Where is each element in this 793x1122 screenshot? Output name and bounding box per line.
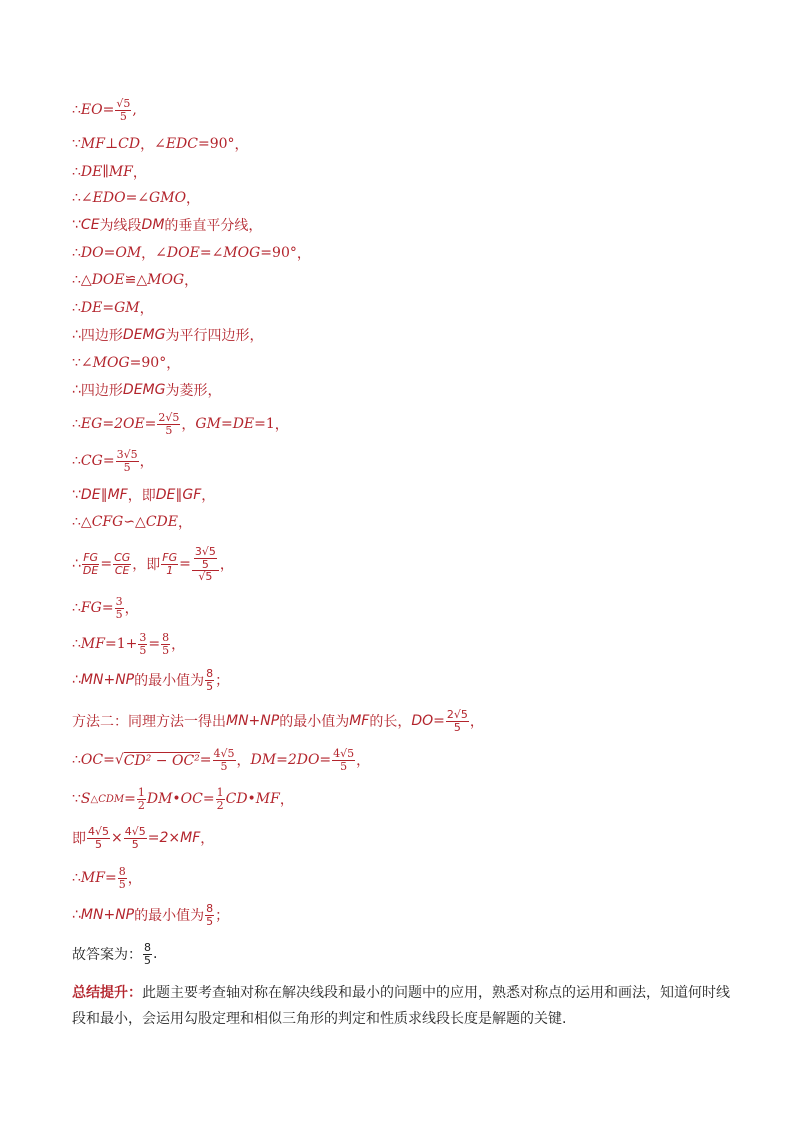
var-2oe: 2OE (114, 416, 145, 433)
comma: ， (139, 301, 154, 317)
comma: ， (207, 383, 222, 399)
var-dm: DM (250, 752, 277, 769)
sqrt-five: √ 5 (454, 708, 468, 721)
angle-symbol: ∠ (137, 190, 150, 206)
therefore-symbol: ∴ (72, 382, 81, 398)
comma: ， (132, 557, 147, 574)
therefore-symbol: ∴ (72, 453, 81, 470)
therefore-symbol: ∴ (72, 752, 81, 769)
line-fg (72, 596, 139, 620)
sqrt-five: √ 5 (340, 747, 354, 760)
equals: = (276, 752, 288, 769)
angle-symbol: ∠ (154, 136, 166, 152)
equals: = (102, 300, 115, 316)
therefore-symbol: ∴ (72, 190, 81, 206)
text: 的最小值为 (134, 673, 205, 690)
text: 为平行四边形 (165, 328, 250, 344)
equals: = (148, 636, 161, 653)
therefore-symbol: ∴ (72, 636, 81, 653)
var-oc: OC (80, 752, 104, 769)
congruent-symbol: ≌ (124, 272, 137, 288)
fraction (115, 596, 124, 620)
fraction (143, 942, 152, 966)
therefore-symbol: ∴ (72, 556, 81, 573)
var-de: DE (232, 416, 255, 433)
equals: = (254, 416, 266, 433)
line-cg (72, 449, 154, 473)
comma: ， (249, 328, 264, 344)
comma: ， (200, 831, 215, 848)
expr: DM•OC (146, 791, 203, 808)
comma: ， (234, 137, 249, 153)
because-symbol: ∵ (72, 791, 81, 808)
fraction (446, 709, 469, 733)
line-de-par-mf (72, 162, 147, 182)
denominator: 5 (206, 914, 214, 928)
fraction (113, 552, 131, 576)
comma: ， (219, 557, 234, 574)
sqrt-five: √ 5 (124, 448, 138, 461)
summary-lead: 总结提升： (72, 985, 142, 1001)
comma: ， (171, 637, 186, 654)
text: 方法二：同理方法一得出 (72, 714, 226, 731)
equals: = (260, 245, 273, 261)
summary-body: 此题主要考查轴对称在解决线段和最小的问题中的应用，熟悉对称点的运用和画法，知道何时线段和最小，会运用勾股定理和相似三角形的判定和性质求线段长度是解题的关键. (72, 985, 730, 1027)
numerator: CG (114, 551, 131, 565)
var-mf: MF (80, 636, 105, 653)
fraction (118, 866, 127, 890)
text: 1+ (116, 636, 138, 653)
var-mog: MOG (223, 245, 261, 261)
var-gm: GM (195, 416, 221, 433)
triangle-symbol: △ (136, 272, 148, 288)
expr: CD•MF (225, 791, 280, 808)
text: 的最小值为 (134, 908, 205, 925)
therefore-symbol: ∴ (72, 245, 81, 261)
var-mf: MF (80, 136, 105, 152)
equals: = (103, 752, 115, 769)
denominator: 5 (165, 423, 173, 437)
comma: ， (356, 753, 371, 770)
line-parallelogram (72, 325, 263, 345)
denominator: 5 (220, 759, 228, 773)
angle-symbol: ∠ (211, 245, 224, 261)
var-mf: MF (80, 870, 105, 887)
var-do: DO (80, 245, 104, 261)
denominator: 5 (206, 679, 214, 693)
fraction (161, 552, 178, 576)
equals: = (179, 556, 191, 573)
because-symbol: ∵ (72, 487, 81, 503)
semicolon: ； (215, 673, 230, 690)
coef: 4 (88, 825, 95, 838)
var-doe: DOE (166, 245, 200, 261)
numerator: 8 (162, 631, 170, 644)
angle-symbol: ∠ (80, 190, 93, 206)
denominator: 5 (115, 607, 123, 621)
ninety-degrees: 90° (272, 245, 297, 261)
var-gf: GF (182, 487, 202, 503)
line-congruent (72, 270, 198, 290)
subscript: △CDM (90, 793, 125, 805)
equals: = (147, 830, 160, 847)
var-dm: DM (141, 217, 165, 233)
denominator: 5 (118, 877, 126, 891)
coef: 4 (213, 747, 221, 760)
numerator: 8 (206, 902, 214, 915)
comma: ， (124, 601, 139, 618)
var-cfg: CFG (91, 514, 124, 530)
denominator: 5 (453, 720, 461, 734)
therefore-symbol: ∴ (72, 164, 81, 180)
comma: ， (248, 218, 263, 234)
comma: ， (296, 246, 311, 262)
denominator: 5 (201, 557, 209, 571)
var-edo: EDO (92, 190, 126, 206)
equals: = (102, 416, 115, 433)
sqrt-five: √ 5 (202, 545, 216, 558)
equals: = (101, 600, 114, 617)
var-mn-np: MN+NP (80, 672, 135, 689)
triangle-symbol: △ (80, 272, 92, 288)
text: 故答案为： (72, 947, 142, 964)
line-angle-edo (72, 188, 200, 208)
fraction (161, 632, 170, 656)
comma: ， (201, 488, 216, 504)
sqrt-five: √ 5 (95, 825, 109, 838)
expr: 2×MF (159, 830, 201, 847)
therefore-symbol: ∴ (72, 416, 81, 433)
line-mog-90 (72, 353, 180, 373)
numerator: 3 (115, 595, 123, 608)
equals: = (433, 713, 445, 730)
therefore-symbol: ∴ (72, 272, 81, 288)
summary-paragraph (72, 980, 732, 1032)
angle-symbol: ∠ (155, 245, 167, 261)
numerator: 1 (137, 786, 145, 799)
denominator: 1 (166, 563, 174, 577)
equals: = (125, 190, 138, 206)
fraction (116, 449, 139, 473)
equals: = (199, 245, 212, 261)
therefore-symbol: ∴ (72, 514, 81, 530)
equals: = (202, 791, 215, 808)
angle-symbol: ∠ (80, 355, 93, 371)
var-cg: CG (80, 453, 103, 470)
var-cd: CD (118, 136, 141, 152)
equals: = (104, 636, 117, 653)
fraction (216, 787, 225, 811)
comma: ， (184, 273, 199, 289)
var-cde: CDE (145, 514, 178, 530)
fraction (137, 787, 146, 811)
var-mog: MOG (92, 355, 130, 371)
var-mn-np: MN+NP (80, 907, 135, 924)
line-mf-result (72, 866, 142, 890)
comma: ， (274, 417, 289, 434)
var-mf: MF (349, 713, 370, 730)
parallel-symbol: ∥ (175, 487, 183, 503)
sqrt-expression: CD² − OC² (123, 752, 200, 769)
fraction (138, 632, 147, 656)
coef: 2 (158, 411, 166, 424)
equals: = (199, 752, 212, 769)
denominator: CE (114, 563, 130, 577)
line-de-gm (72, 298, 154, 318)
denominator: 2 (137, 798, 145, 812)
comma: ， (186, 191, 201, 207)
denominator: DE (82, 563, 99, 577)
denominator: 5 (119, 109, 127, 123)
parallel-symbol: ∥ (102, 164, 109, 180)
equals: = (129, 355, 142, 371)
equals: = (220, 416, 233, 433)
because-symbol: ∵ (72, 355, 81, 371)
comma: ， (139, 454, 154, 471)
line-equation (72, 826, 214, 850)
therefore-symbol: ∴ (72, 102, 81, 119)
line-min-value (72, 668, 229, 692)
line-eg (72, 412, 289, 436)
fraction (115, 98, 131, 122)
therefore-symbol: ∴ (72, 870, 81, 887)
comma: ， (127, 871, 142, 888)
compound-fraction (192, 546, 219, 583)
denominator: 2 (216, 798, 224, 812)
fraction (87, 826, 110, 850)
comma: , (132, 102, 137, 119)
because-symbol: ∵ (72, 217, 81, 233)
fraction (124, 826, 147, 850)
line-do-om (72, 243, 311, 263)
numerator: 1 (216, 786, 224, 799)
var-mn-np: MN+NP (226, 713, 280, 730)
line-de-par-gf (72, 485, 215, 505)
var-eg: EG (80, 416, 103, 433)
line-ratio (72, 546, 234, 583)
numerator: FG (162, 551, 178, 565)
var-de: DE (155, 487, 176, 503)
numerator: 8 (206, 667, 214, 680)
semicolon: ； (215, 908, 230, 925)
var-ce: CE (80, 217, 100, 233)
line-oc: ∴ OC = √ CD² − OC² = $\frac{4√ 5}{5}$ ， DM = 2DO = $\frac{4√ 5}{5}$ ， (72, 748, 370, 772)
var-gmo: GMO (149, 190, 187, 206)
denominator: 5 (95, 837, 102, 851)
text: 四边形 (80, 328, 123, 344)
sqrt-five: √ 5 (132, 825, 146, 838)
therefore-symbol: ∴ (72, 327, 81, 343)
var-de: DE (80, 487, 101, 503)
denominator: 5 (131, 837, 139, 851)
equals: = (103, 245, 116, 261)
var-de: DE (80, 164, 103, 180)
denominator: 5 (162, 643, 170, 657)
comma: ， (166, 356, 181, 372)
text: 即 (141, 488, 156, 504)
value-one: 1 (265, 416, 275, 433)
comma: ， (132, 165, 147, 181)
denominator: 5 (144, 953, 151, 967)
var-eo: EO (80, 102, 103, 119)
comma: ， (177, 515, 192, 531)
denominator: 5 (340, 759, 348, 773)
line-rhombus (72, 380, 221, 400)
text: 即 (72, 831, 86, 848)
ninety-degrees: 90° (141, 355, 167, 371)
sqrt-five: √ 5 (221, 747, 235, 760)
fraction (213, 748, 236, 772)
var-demg: DEMG (122, 382, 166, 398)
numerator: FG (83, 551, 99, 565)
var-edc: EDC (165, 136, 198, 152)
comma: ， (141, 246, 156, 262)
fraction (82, 552, 99, 576)
text: 的最小值为 (279, 714, 350, 731)
fraction (205, 903, 214, 927)
sqrt-five: √ 5 (165, 411, 179, 424)
line-answer (72, 942, 157, 966)
line-eo (72, 98, 137, 122)
times: × (111, 830, 123, 847)
text: 为线段 (99, 218, 142, 234)
triangle-symbol: △ (80, 514, 92, 530)
denominator: 5 (139, 643, 147, 657)
line-method-two (72, 709, 484, 733)
equals: = (319, 752, 332, 769)
sqrt-five: √ 5 (116, 97, 130, 110)
equals: = (100, 556, 113, 573)
fraction (194, 546, 217, 570)
coef: 3 (194, 545, 202, 558)
equals: = (144, 416, 157, 433)
fraction (157, 412, 180, 436)
because-symbol: ∵ (72, 136, 81, 152)
parallel-symbol: ∥ (100, 487, 108, 503)
equals: = (197, 136, 210, 152)
equals: = (104, 870, 117, 887)
numerator: 8 (144, 941, 151, 954)
numerator: 3 (139, 631, 147, 644)
var-demg: DEMG (122, 327, 166, 343)
equals: = (124, 791, 136, 808)
numerator: 8 (118, 865, 126, 878)
text: 为菱形 (165, 383, 208, 399)
fraction (205, 668, 214, 692)
therefore-symbol: ∴ (72, 907, 81, 924)
comma: ， (127, 488, 142, 504)
var-2do: 2DO (287, 752, 320, 769)
comma: ， (181, 417, 196, 434)
line-min-value-2 (72, 903, 229, 927)
var-mf: MF (108, 164, 133, 180)
var-gm: GM (114, 300, 140, 316)
fraction (332, 748, 355, 772)
coef: 3 (116, 448, 124, 461)
period: . (153, 946, 158, 963)
comma: ， (140, 137, 155, 153)
text: 四边形 (80, 383, 123, 399)
equals: = (102, 453, 115, 470)
perp-symbol: ⊥ (104, 136, 119, 152)
var-fg: FG (80, 600, 102, 617)
triangle-symbol: △ (135, 514, 146, 530)
var-doe: DOE (91, 272, 125, 288)
comma: ， (279, 792, 294, 809)
line-mf-perp-cd (72, 134, 249, 154)
therefore-symbol: ∴ (72, 672, 81, 689)
equals: = (102, 102, 115, 119)
var-de: DE (80, 300, 103, 316)
var-mog: MOG (147, 272, 185, 288)
text: 的长， (369, 714, 412, 731)
var-mf: MF (107, 487, 128, 503)
comma: ， (236, 753, 251, 770)
var-do: DO (411, 713, 434, 730)
therefore-symbol: ∴ (72, 600, 81, 617)
denominator: 5 (123, 460, 131, 474)
comma: ， (469, 714, 484, 731)
coef: 4 (124, 825, 132, 838)
ninety-degrees: 90° (209, 136, 235, 152)
var-om: OM (115, 245, 142, 261)
similar-symbol: ∽ (123, 514, 136, 530)
text: 的垂直平分线 (164, 218, 249, 234)
line-mf (72, 632, 185, 656)
sqrt-five: √ 5 (198, 570, 212, 583)
line-similar (72, 512, 192, 532)
text: 即 (146, 557, 161, 574)
line-ce-bisector (72, 215, 262, 235)
line-area (72, 787, 294, 811)
therefore-symbol: ∴ (72, 300, 81, 316)
var-s: S (80, 791, 91, 808)
coef: 2 (446, 708, 454, 721)
coef: 4 (333, 747, 341, 760)
